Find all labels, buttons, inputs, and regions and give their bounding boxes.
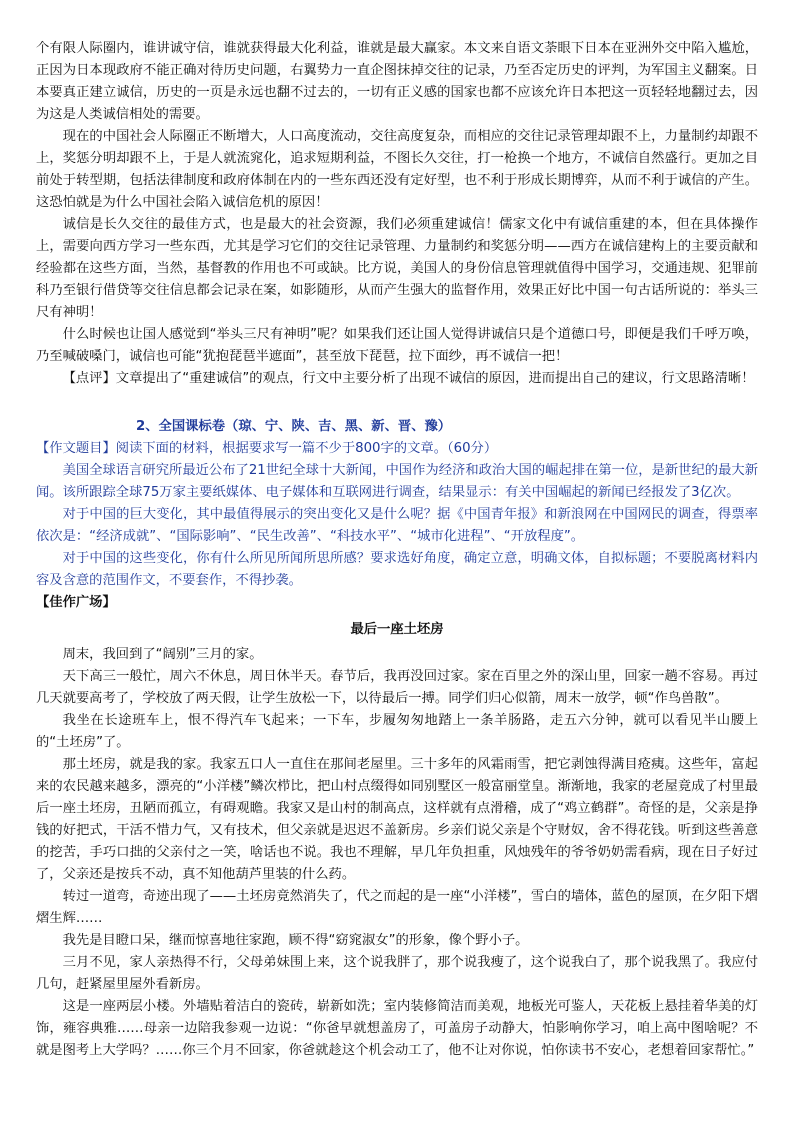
essay-paragraph: 周末，我回到了“阔别”三月的家。 — [62, 647, 263, 662]
document-page — [36, 38, 758, 1062]
essay-paragraph: 这是一座两层小楼。外墙贴着洁白的瓷砖，崭新如洗；室内装修简洁而美观，地板光可鉴人，天花板上悬挂着华美的灯饰，雍容典雅……母亲一边陪我参观一边说：“你爸早就想盖房了，可盖房子动静大，怕影响你学习，咱上高中图啥呢？不就是图考上大学吗？……你三个月不回家，你爸就趁这个机会动工了，他不让对你说，怕你读书不安心，老想着回家帮忙。” — [36, 999, 758, 1058]
material-paragraph: 对于中国的这些变化，你有什么所见所闻所思所感？要求选好角度，确定立意，明确文体，自拟标题；不要脱离材料内容及含意的范围作文，不要套作，不得抄袭。 — [36, 551, 758, 588]
essay-paragraph: 那土坯房，就是我的家。我家五口人一直住在那间老屋里。三十多年的风霜雨雪，把它剥蚀得满目疮痍。这些年，富起来的农民越来越多，漂亮的“小洋楼”鳞次栉比，把山村点缀得如同别墅区一般富丽堂皇。渐渐地，我家的老屋竟成了村里最后一座土坯房，丑陋而孤立，有碍观瞻。我家又是山村的制高点，这样就有点滑稽，成了“鸡立鹤群”。奇怪的是，父亲是挣钱的好把式，干活不惜力气，又有技术，但父亲就是迟迟不盖新房。乡亲们说父亲是个守财奴，舍不得花钱。听到这些善意的挖苦，手巧口拙的父亲付之一笑，啥话也不说。我也不理解，早几年负担重，风烛残年的爷爷奶奶需看病，现在日子好过了，父亲还是按兵不动，真不知他葫芦里装的什么药。 — [36, 757, 758, 882]
section-title: 2、全国课标卷（琼、宁、陕、吉、黑、新、晋、豫） — [136, 419, 452, 434]
prompt-text: 阅读下面的材料，根据要求写一篇不少于800字的文章。（60分） — [115, 441, 498, 456]
essay-paragraph: 三月不见，家人亲热得不行，父母弟妹围上来，这个说我胖了，那个说我瘦了，这个说我白了，那个说我黑了。我应付几句，赶紧屋里屋外看新房。 — [36, 955, 758, 992]
intro-paragraph: 诚信是长久交往的最佳方式，也是最大的社会资源，我们必须重建诚信！儒家文化中有诚信重建的本，但在具体操作上，需要向西方学习一些东西，尤其是学习它们的交往记录管理、力量制约和奖惩分明——西方在诚信建构上的主要贡献和经验都在这些方面，当然，基督教的作用也不可或缺。比方说，美国人的身份信息管理就值得中国学习，交通违规、犯罪前科乃至银行借贷等交往信息都会记录在案，如影随形，从而产生强大的监督作用，效果正好比中国一句古话所说的：举头三尺有神明！ — [36, 217, 758, 320]
prompt-line — [36, 438, 758, 460]
material-paragraph: 对于中国的巨大变化，其中最值得展示的突出变化又是什么呢？据《中国青年报》和新浪网在中国网民的调查，得票率依次是：“经济成就”、“国际影响”、“民生改善”、“科技水平”、“城市化进程”、“开放程度”。 — [36, 507, 758, 544]
essay-paragraph: 我坐在长途班车上，恨不得汽车飞起来；一下车，步履匆匆地踏上一条羊肠路，走五六分钟，就可以看见半山腰上的“土坯房”了。 — [36, 713, 758, 750]
essay-paragraph: 转过一道弯，奇迹出现了——土坯房竟然消失了，代之而起的是一座“小洋楼”，雪白的墙体，蓝色的屋顶，在夕阳下熠熠生辉…… — [36, 889, 758, 926]
intro-paragraph: 什么时候也让国人感觉到“举头三尺有神明”呢？如果我们还让国人觉得讲诚信只是个道德口号，即便是我们千呼万唤，乃至喊破嗓门，诚信也可能“犹抱琵琶半遮面”，甚至放下琵琶，拉下面纱，再不诚信一把！ — [36, 327, 758, 364]
intro-paragraph: 个有限人际圈内，谁讲诚守信，谁就获得最大化利益，谁就是最大赢家。本文来自语文荼眼下日本在亚洲外交中陷入尴尬，正因为日本现政府不能正确对待历史问题，右翼势力一直企图抹掉交往的记录，乃至否定历史的评判，为军国主义翻案。日本要真正建立诚信，历史的一页是永远也翻不过去的，一切有正义感的国家也都不应该允许日本把这一页轻轻地翻过去，因为这是人类诚信相处的需要。 — [36, 41, 758, 122]
prompt-block — [36, 438, 758, 592]
intro-paragraph: 现在的中国社会人际圈正不断增大，人口高度流动，交往高度复杂，而相应的交往记录管理却跟不上，力量制约却跟不上，奖惩分明却跟不上，于是人就流窕化，追求短期利益，不图长久交往，打一枪换一个地方，不诚信自然盛行。更加之目前处于转型期，包括法律制度和政府体制在内的一些东西还没有定好型，也不利于形成长期博弈，从而不利于诚信的产生。这恐怕就是为什么中国社会陷入诚信危机的原因！ — [36, 129, 758, 210]
essay-title: 最后一座土坯房 — [350, 622, 444, 637]
prompt-label: 【作文题目】 — [36, 441, 116, 456]
essay-paragraph: 天下高三一般忙，周六不休息，周日休半天。春节后，我再没回过家。家在百里之外的深山里，回家一趟不容易。再过几天就要高考了，学校放了两天假，让学生放松一下，以待最后一搏。同学们归心似箭，周末一放学，顿“作鸟兽散”。 — [36, 669, 758, 706]
essay-paragraph: 我先是目瞪口呆，继而惊喜地往家跑，顾不得“窈窕淑女”的形象，像个野小子。 — [62, 933, 529, 948]
comment-paragraph: 【点评】文章提出了“重建诚信”的观点，行文中主要分析了出现不诚信的原因，进而提出自己的建议，行文思路清晰！ — [62, 371, 755, 386]
showcase-label: 【佳作广场】 — [36, 595, 116, 610]
material-paragraph: 美国全球语言研究所最近公布了21世纪全球十大新闻，中国作为经济和政治大国的崛起排在第一位，是新世纪的最大新闻。该所跟踪全球75万家主要纸媒体、电子媒体和互联网进行调查，结果显示：有关中国崛起的新闻已经报发了3亿次。 — [36, 463, 758, 500]
